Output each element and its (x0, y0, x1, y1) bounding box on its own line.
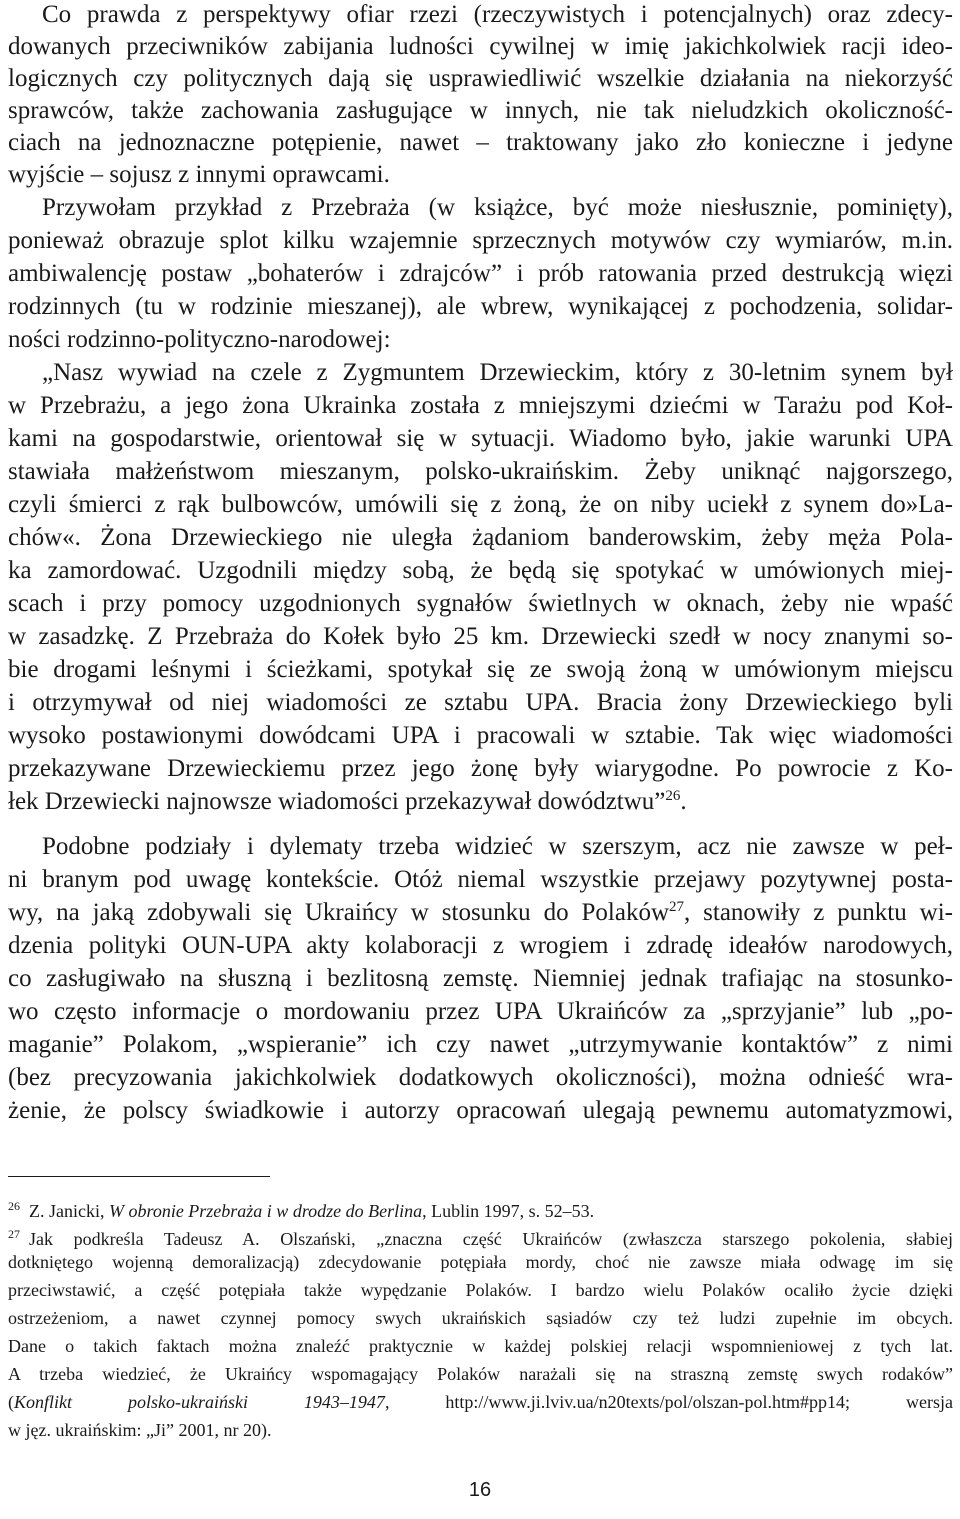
footnote-line: A trzeba wiedzieć, że Ukraińcy wspomagający Polaków narażali się na straszną zemstę swych rodaków” (8, 1364, 953, 1384)
quote-line: i otrzymywał od niej wiadomości ze sztabu UPA. Bracia żony Drzewieckiego byli (8, 689, 953, 716)
line-text: łek Drzewiecki najnowsze wiadomości przekazywał dowództwu” (8, 788, 666, 815)
quote-line: bie drogami leśnymi i ścieżkami, spotykał się ze swoją żoną w umówionym miejscu (8, 656, 953, 683)
book-title: W obronie Przebraża i w drodze do Berlina (108, 1201, 423, 1221)
footnote-text: , Lublin 1997, s. 52–53. (422, 1201, 595, 1221)
footnote-line (8, 1390, 953, 1414)
text-line: logicznych czy politycznych dają się usprawiedliwić wszelkie działania na niekorzyść (8, 65, 953, 92)
quote-line: wysoko postawionymi dowódcami UPA i pracowali w sztabie. Tak więc wiadomości (8, 722, 953, 749)
quote-line: „Nasz wywiad na czele z Zygmuntem Drzewieckim, który z 30-letnim synem był (42, 359, 953, 386)
text-line: sprawców, także zachowania zasługujące w innych, nie tak nieludzkich okoliczność- (8, 97, 953, 124)
footnote-ref-27[interactable]: 27 (669, 899, 684, 915)
text-line (8, 898, 953, 928)
text-line: wo często informacje o mordowaniu przez UPA Ukraińców za „sprzyjanie” lub „po- (8, 998, 953, 1025)
text-line: ni branym pod uwagę kontekście. Otóż niemal wszystkie przejawy pozytywnej posta- (8, 866, 953, 893)
footnote-number: 26 (8, 1199, 20, 1213)
text-line: ponieważ obrazuje splot kilku wzajemnie sprzecznych motywów czy wymiarów, m.in. (8, 227, 953, 254)
footnote-text: Jak podkreśla Tadeusz A. Olszański, „znaczna część Ukraińców (zwłaszcza starszego pokolenia, słabiej (29, 1229, 953, 1249)
quote-line: chów«. Żona Drzewieckiego nie uległa żądaniom banderowskim, żeby męża Pola- (8, 524, 953, 551)
footnote-line: ostrzeżeniom, a nawet czynnej pomocy swych ukraińskich sąsiadów czy też ludzi zupełnie im obcych. (8, 1308, 953, 1328)
period: . (680, 788, 687, 815)
footnote-text: ( (8, 1392, 14, 1412)
quote-line: stawiała małżeństwom mieszanym, polsko-ukraińskim. Żeby uniknąć najgorszego, (8, 458, 953, 485)
footnote-line: dotkniętego wojenną demoralizacją) zdecydowanie potępiała mordy, choć nie zawsze miała odwagę im się (8, 1252, 953, 1272)
quote-line: w zasadzkę. Z Przebraża do Kołek było 25 km. Drzewiecki szedł w nocy znanymi so- (8, 623, 953, 650)
line-text: wy, na jaką zdobywali się Ukraińcy w stosunku do Polaków (8, 899, 669, 926)
text-line: ambiwalencję postaw „bohaterów i zdrajców” i prób ratowania przed destrukcją więzi (8, 260, 953, 287)
footnote-divider (8, 1176, 270, 1177)
footnote-line: w jęz. ukraińskim: „Ji” 2001, nr 20). (8, 1420, 272, 1440)
cited-title: Konflikt polsko-ukraiński 1943–1947 (14, 1392, 385, 1412)
text-line: Co prawda z perspektywy ofiar rzezi (rzeczywistych i potencjalnych) oraz zdecy- (42, 1, 953, 28)
quote-line: scach i przy pomocy uzgodnionych sygnałów świetlnych w oknach, żeby nie wpaść (8, 590, 953, 617)
quote-line: w Przebrażu, a jego żona Ukrainka została z mniejszymi dziećmi w Tarażu pod Koł- (8, 392, 953, 419)
text-line: wyjście – sojusz z innymi oprawcami. (8, 161, 390, 188)
footnote-27 (8, 1222, 953, 1251)
quote-line: kami na gospodarstwie, orientował się w sytuacji. Wiadomo było, jakie warunki UPA (8, 425, 953, 452)
footnote-line: Dane o takich faktach można znaleźć praktycznie w każdej polskiej relacji wspomnieniowej z tych lat. (8, 1336, 953, 1356)
footnote-26 (8, 1194, 953, 1223)
quote-line: czyli śmierci z rąk bulbowców, umówili się z żoną, że on niby uciekł z synem do»La- (8, 491, 953, 518)
footnote-ref-26[interactable]: 26 (665, 788, 681, 804)
text-line: (bez precyzowania jakichkolwiek dodatkowych okoliczności), można odnieść wra- (8, 1064, 953, 1091)
text-line: dzenia polityki OUN-UPA akty kolaboracji z wrogiem i zdradę ideałów narodowych, (8, 932, 953, 959)
text-line: co zasługiwało na słuszną i bezlitosną zemstę. Niemniej jednak trafiając na stosunko- (8, 965, 953, 992)
text-line: ciach na jednoznaczne potępienie, nawet – traktowany jako zło konieczne i jedyne (8, 129, 953, 156)
footnote-text: Z. Janicki, (29, 1201, 109, 1221)
text-line: ności rodzinno-polityczno-narodowej: (8, 326, 391, 353)
text-line: Przywołam przykład z Przebraża (w książce, być może niesłusznie, pominięty), (42, 194, 953, 221)
quote-line: ka zamordować. Uzgodnili między sobą, że będą się spotykać w umówionych miej- (8, 557, 953, 584)
footnote-number: 27 (8, 1227, 20, 1241)
footnote-text[interactable]: , http://www.ji.lviv.ua/n20texts/pol/olszan-pol.htm#pp14; wersja (384, 1392, 953, 1412)
footnote-line: przeciwstawić, a część potępiała także wypędzanie Polaków. I bardzo wielu Polaków ocaliło życie dzięki (8, 1280, 953, 1300)
text-line: Podobne podziały i dylematy trzeba widzieć w szerszym, acz nie zawsze w peł- (42, 833, 953, 860)
text-line: dowanych przeciwników zabijania ludności cywilnej w imię jakichkolwiek racji ideo- (8, 33, 953, 60)
page-number: 16 (468, 1479, 492, 1501)
line-text: , stanowiły z punktu wi- (684, 899, 953, 926)
text-line: rodzinnych (tu w rodzinie mieszanej), ale wbrew, wynikającej z pochodzenia, solidar- (8, 293, 953, 320)
quote-line: przekazywane Drzewieckiemu przez jego żonę były wiarygodne. Po powrocie z Ko- (8, 755, 953, 782)
text-line: maganie” Polakom, „wspieranie” ich czy nawet „utrzymywanie kontaktów” z nimi (8, 1031, 953, 1058)
text-line: żenie, że polscy świadkowie i autorzy opracowań ulegają pewnemu automatyzmowi, (8, 1097, 953, 1124)
quote-line (8, 787, 953, 817)
